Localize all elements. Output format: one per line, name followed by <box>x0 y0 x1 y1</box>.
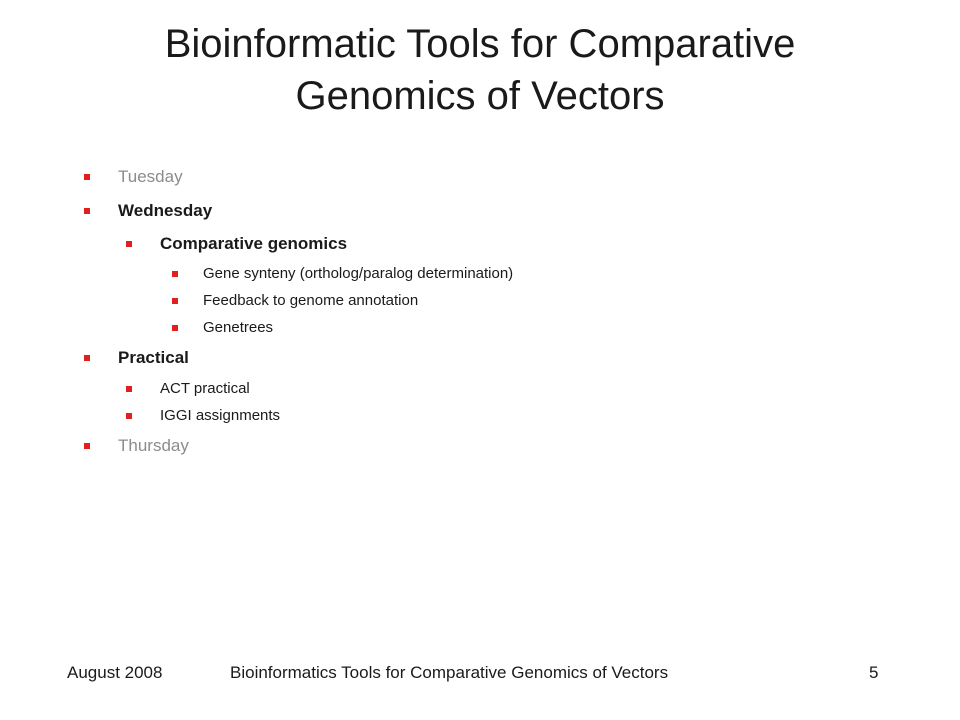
list-item-feedback-annotation <box>84 287 864 314</box>
title-line-1: Bioinformatic Tools for Comparative <box>164 22 796 66</box>
list-item-label: Thursday <box>118 436 189 455</box>
bullet-square-icon <box>126 413 132 419</box>
bullet-square-icon <box>84 443 90 449</box>
bullet-square-icon <box>126 386 132 392</box>
list-item-label: Gene synteny (ortholog/paralog determination) <box>203 265 514 282</box>
list-item-act-practical <box>84 375 864 402</box>
slide-title <box>60 18 900 122</box>
list-item-label: Wednesday <box>118 201 213 220</box>
bullet-square-icon <box>126 241 132 247</box>
list-item-gene-synteny <box>84 260 864 287</box>
bullet-square-icon <box>172 271 178 277</box>
footer-date: August 2008 <box>67 663 163 682</box>
bullet-square-icon <box>84 174 90 180</box>
bullet-square-icon <box>84 208 90 214</box>
list-item-label: Comparative genomics <box>160 234 348 253</box>
list-item-label: Genetrees <box>203 319 274 336</box>
list-item-wednesday <box>84 194 864 228</box>
bullet-square-icon <box>172 325 178 331</box>
list-item-label: IGGI assignments <box>160 407 281 424</box>
list-item-practical <box>84 341 864 375</box>
footer-course-title: Bioinformatics Tools for Comparative Genomics of Vectors <box>230 663 669 682</box>
list-item-tuesday <box>84 160 864 194</box>
agenda-list <box>84 160 864 463</box>
list-item-label: Tuesday <box>118 167 183 186</box>
list-item-label: Practical <box>118 348 189 367</box>
title-line-2: Genomics of Vectors <box>295 74 665 118</box>
slide-number: 5 <box>869 663 879 682</box>
list-item-genetrees <box>84 314 864 341</box>
list-item-iggi-assignments <box>84 402 864 429</box>
list-item-thursday <box>84 429 864 463</box>
list-item-label: ACT practical <box>160 380 250 397</box>
bullet-square-icon <box>172 298 178 304</box>
bullet-square-icon <box>84 355 90 361</box>
list-item-label: Feedback to genome annotation <box>203 292 419 309</box>
list-item-comparative-genomics <box>84 228 864 260</box>
